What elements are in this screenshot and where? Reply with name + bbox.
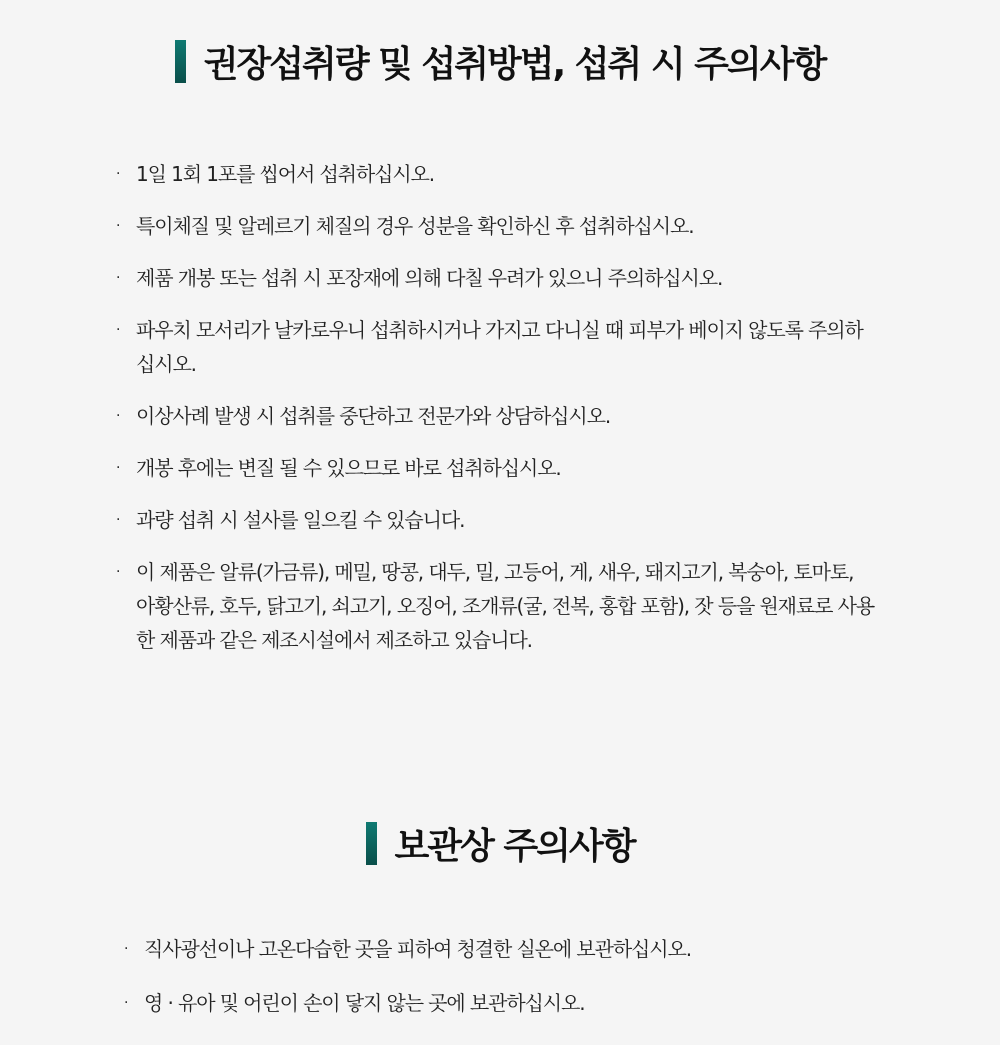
list-item-text: 직사광선이나 고온다습한 곳을 피하여 청결한 실온에 보관하십시오. (144, 937, 691, 961)
bullet-dot: · (116, 270, 120, 286)
list-item (124, 986, 884, 1020)
list-item (116, 209, 876, 243)
list-item (116, 157, 876, 191)
intake-precautions-list (116, 157, 876, 675)
list-item (116, 399, 876, 433)
list-item-text: 이 제품은 알류(가금류), 메밀, 땅콩, 대두, 밀, 고등어, 게, 새우, 돼지고기, 복숭아, 토마토, 아황산류, 호두, 닭고기, 쇠고기, 오징어, 조개류(굴, 전복, 홍합 포함), 잣 등을 원재료로 사용한 제품과 같은 제조시설에서 제조하고 있습니다. (136, 560, 875, 652)
list-item-text: 파우치 모서리가 날카로우니 섭취하시거나 가지고 다니실 때 피부가 베이지 않도록 주의하십시오. (136, 318, 863, 376)
bullet-dot: · (116, 218, 120, 234)
list-item (116, 555, 876, 657)
page-title-intake: 권장섭취량 및 섭취방법, 섭취 시 주의사항 (203, 44, 826, 85)
section-title-intake (0, 36, 1000, 87)
title-accent-bar (175, 40, 186, 83)
bullet-dot: · (116, 460, 120, 476)
bullet-dot: · (116, 166, 120, 182)
list-item (116, 451, 876, 485)
list-item-text: 제품 개봉 또는 섭취 시 포장재에 의해 다칠 우려가 있으니 주의하십시오. (136, 266, 723, 290)
list-item-text: 이상사례 발생 시 섭취를 중단하고 전문가와 상담하십시오. (136, 404, 611, 428)
list-item-text: 1일 1회 1포를 씹어서 섭취하십시오. (136, 162, 435, 186)
list-item (116, 503, 876, 537)
bullet-dot: · (116, 408, 120, 424)
bullet-dot: · (116, 512, 120, 528)
list-item-text: 개봉 후에는 변질 될 수 있으므로 바로 섭취하십시오. (136, 456, 561, 480)
bullet-dot: · (116, 564, 120, 580)
bullet-dot: · (116, 322, 120, 338)
list-item-text: 과량 섭취 시 설사를 일으킬 수 있습니다. (136, 508, 465, 532)
section-title-storage (0, 818, 1000, 869)
bullet-dot: · (124, 995, 128, 1011)
list-item-text: 영 · 유아 및 어린이 손이 닿지 않는 곳에 보관하십시오. (144, 991, 585, 1015)
list-item-text: 특이체질 및 알레르기 체질의 경우 성분을 확인하신 후 섭취하십시오. (136, 214, 694, 238)
list-item (124, 932, 884, 966)
title-accent-bar (366, 822, 377, 865)
bullet-dot: · (124, 941, 128, 957)
list-item (116, 313, 876, 381)
list-item (116, 261, 876, 295)
page-title-storage: 보관상 주의사항 (394, 826, 635, 867)
storage-precautions-list (124, 932, 884, 1040)
